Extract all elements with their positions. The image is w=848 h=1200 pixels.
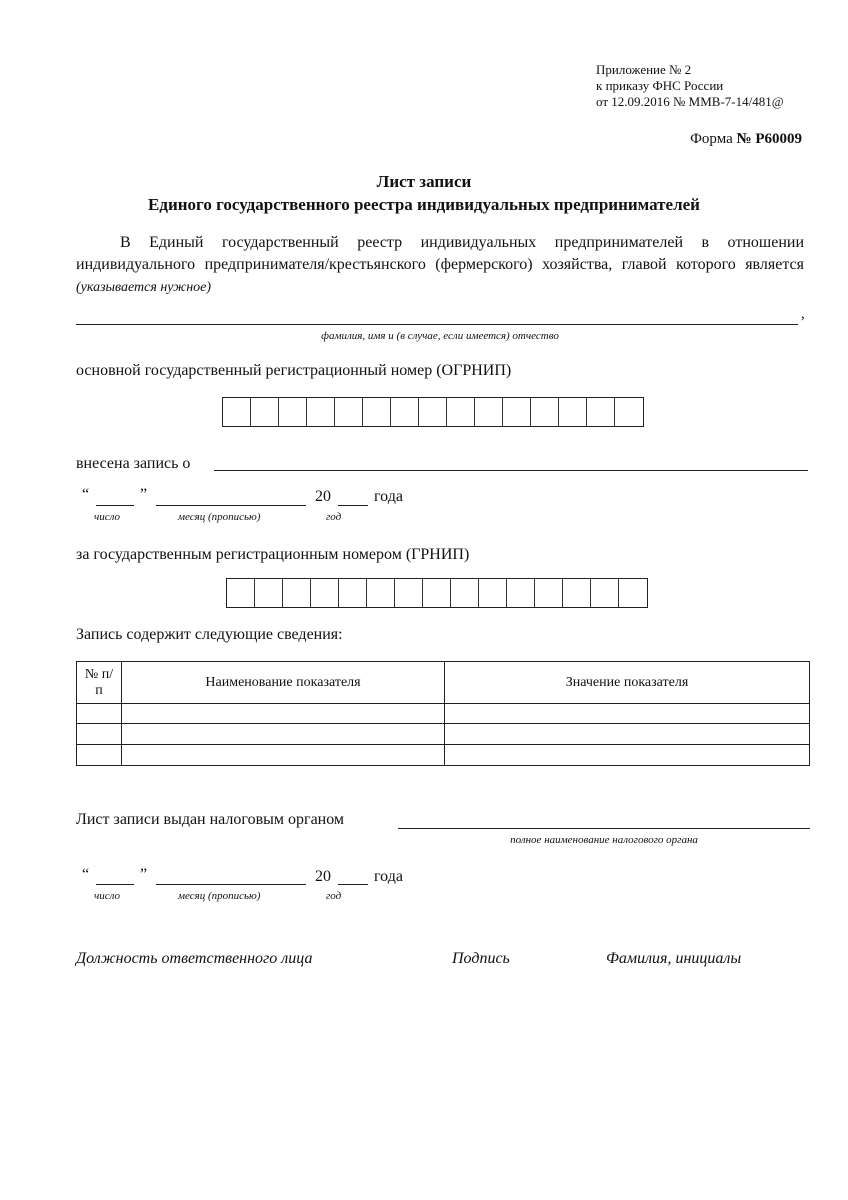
digit-cell[interactable] (227, 579, 255, 607)
record-label: Запись содержит следующие сведения: (76, 626, 343, 643)
date1-year-suffix: года (374, 488, 403, 505)
name-field-line[interactable] (76, 324, 798, 325)
date1-caption-month: месяц (прописью) (178, 511, 261, 523)
table-cell[interactable] (77, 745, 122, 766)
issued-label: Лист записи выдан налоговым органом (76, 811, 345, 828)
table-cell[interactable] (77, 704, 122, 724)
document-subtitle: Единого государственного реестра индивидуальных предпринимателей (148, 195, 700, 214)
appendix-line: к приказу ФНС России (596, 78, 724, 93)
signature-name: Фамилия, инициалы (606, 950, 742, 967)
table-row (77, 724, 810, 745)
date2-open-quote: “ (82, 866, 90, 883)
digit-cell[interactable] (535, 579, 563, 607)
issued-caption: полное наименование налогового органа (510, 834, 698, 846)
date2-close-quote: ” (140, 866, 148, 883)
date1-close-quote: ” (140, 486, 148, 503)
record-table-header (77, 662, 810, 704)
digit-cell[interactable] (307, 398, 335, 426)
intro-note: (указывается нужное) (76, 280, 212, 295)
digit-cell[interactable] (451, 579, 479, 607)
digit-cell[interactable] (587, 398, 615, 426)
date2-caption-month: месяц (прописью) (178, 890, 261, 902)
date2-year-suffix: года (374, 868, 403, 885)
digit-cell[interactable] (531, 398, 559, 426)
table-cell[interactable] (122, 724, 445, 745)
digit-cell[interactable] (223, 398, 251, 426)
signature-position: Должность ответственного лица (76, 950, 313, 967)
header-number (77, 662, 122, 704)
digit-cell[interactable] (255, 579, 283, 607)
grnip-cells[interactable] (226, 578, 648, 608)
digit-cell[interactable] (251, 398, 279, 426)
issued-field-line[interactable] (398, 828, 810, 829)
ogrnip-label: основной государственный регистрационный номер (ОГРНИП) (76, 362, 512, 379)
table-cell[interactable] (445, 724, 810, 745)
appendix-line: от 12.09.2016 № ММВ-7-14/481@ (596, 94, 784, 109)
date1-year-prefix: 20 (315, 488, 331, 505)
form-number (690, 131, 802, 148)
digit-cell[interactable] (419, 398, 447, 426)
digit-cell[interactable] (591, 579, 619, 607)
digit-cell[interactable] (507, 579, 535, 607)
date2-caption-year: год (326, 890, 342, 902)
digit-cell[interactable] (479, 579, 507, 607)
date2-month-line[interactable] (156, 884, 306, 885)
appendix-reference (596, 62, 784, 110)
digit-cell[interactable] (559, 398, 587, 426)
digit-cell[interactable] (339, 579, 367, 607)
digit-cell[interactable] (279, 398, 307, 426)
digit-cell[interactable] (447, 398, 475, 426)
intro-text: В Единый государственный реестр индивидуальных предпринимателей в отношении индивидуального предпринимателя/крестьянского (фермерского) хозяйства, главой которого является (76, 234, 804, 273)
digit-cell[interactable] (619, 579, 647, 607)
table-cell[interactable] (122, 745, 445, 766)
digit-cell[interactable] (391, 398, 419, 426)
digit-cell[interactable] (335, 398, 363, 426)
digit-cell[interactable] (563, 579, 591, 607)
date2-caption-day: число (94, 890, 121, 902)
date1-caption-day: число (94, 511, 121, 523)
date2-year-line[interactable] (338, 884, 368, 885)
table-cell[interactable] (445, 745, 810, 766)
date1-caption-year: год (326, 511, 342, 523)
date2-year-prefix: 20 (315, 868, 331, 885)
document-title: Лист записи (376, 172, 472, 191)
digit-cell[interactable] (475, 398, 503, 426)
date1-day-line[interactable] (96, 505, 134, 506)
date1-year-line[interactable] (338, 505, 368, 506)
intro-paragraph (76, 232, 804, 299)
digit-cell[interactable] (283, 579, 311, 607)
entry-field-line[interactable] (214, 470, 808, 471)
digit-cell[interactable] (395, 579, 423, 607)
record-table (76, 661, 810, 766)
date1-open-quote: “ (82, 486, 90, 503)
table-cell[interactable] (77, 724, 122, 745)
header-indicator-name: Наименование показателя (122, 662, 445, 704)
digit-cell[interactable] (367, 579, 395, 607)
header-indicator-value: Значение показателя (445, 662, 810, 704)
appendix-line: Приложение № 2 (596, 62, 692, 77)
form-code: № Р60009 (736, 131, 802, 147)
digit-cell[interactable] (503, 398, 531, 426)
digit-cell[interactable] (311, 579, 339, 607)
ogrnip-cells[interactable] (222, 397, 644, 427)
date1-month-line[interactable] (156, 505, 306, 506)
digit-cell[interactable] (615, 398, 643, 426)
table-row (77, 745, 810, 766)
name-caption: фамилия, имя и (в случае, если имеется) отчество (321, 330, 559, 342)
table-row (77, 704, 810, 724)
grnip-label: за государственным регистрационным номером (ГРНИП) (76, 546, 470, 563)
table-cell[interactable] (445, 704, 810, 724)
table-cell[interactable] (122, 704, 445, 724)
entry-label: внесена запись о (76, 455, 191, 472)
header-number-label: № п/п (84, 666, 114, 698)
form-prefix: Форма (690, 131, 733, 147)
name-trailing-comma: , (801, 306, 805, 322)
date2-day-line[interactable] (96, 884, 134, 885)
digit-cell[interactable] (423, 579, 451, 607)
signature-sign: Подпись (452, 950, 510, 967)
digit-cell[interactable] (363, 398, 391, 426)
